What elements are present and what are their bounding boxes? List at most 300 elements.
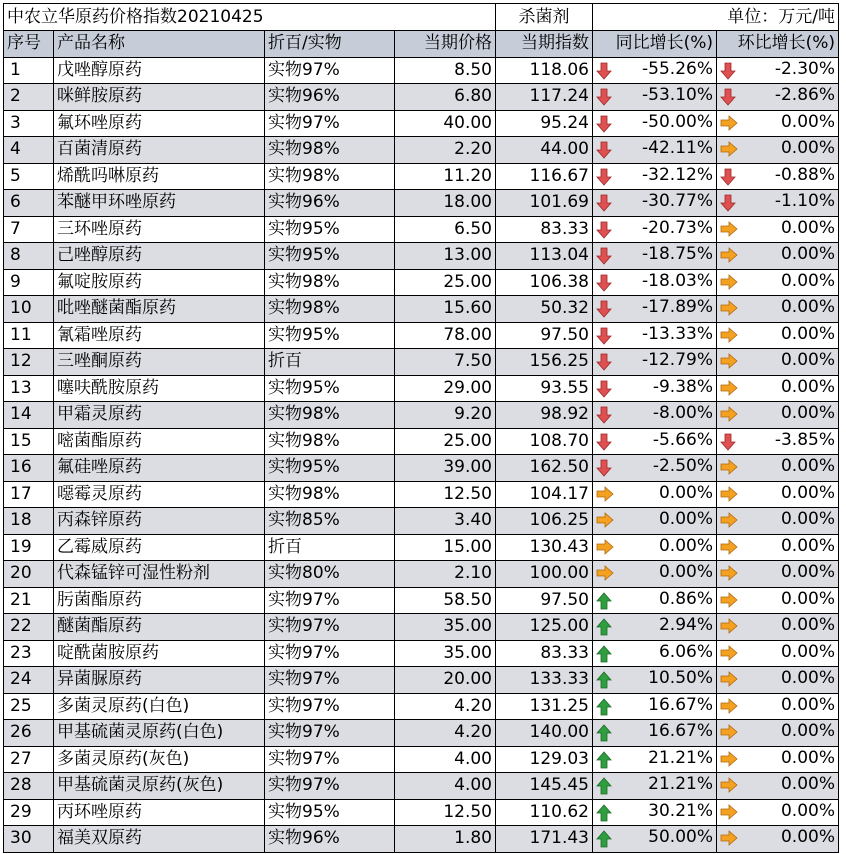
yoy-value: 50.00% <box>648 827 713 848</box>
spec-cell: 实物97% <box>265 720 395 747</box>
mom-cell <box>717 349 839 376</box>
yoy-cell <box>593 799 717 826</box>
mom-cell <box>717 481 839 508</box>
product-name: 咪鲜胺原药 <box>54 84 265 111</box>
arrow-right-icon <box>720 698 736 716</box>
product-name: 啶酰菌胺原药 <box>54 640 265 667</box>
table-row <box>4 481 839 508</box>
yoy-value: -17.89% <box>642 297 713 318</box>
index-cell: 108.70 <box>496 428 593 455</box>
table-row <box>4 296 839 323</box>
product-name: 丙环唑原药 <box>54 799 265 826</box>
spec-cell: 实物96% <box>265 190 395 217</box>
mom-value: 0.00% <box>780 323 835 344</box>
product-name: 肟菌酯原药 <box>54 587 265 614</box>
mom-value: 0.00% <box>780 350 835 371</box>
yoy-value: -18.03% <box>642 270 713 291</box>
yoy-value: 0.00% <box>658 482 713 503</box>
arrow-right-icon <box>720 247 736 265</box>
arrow-right-icon <box>720 724 736 742</box>
row-number: 7 <box>4 216 54 243</box>
price-cell: 13.00 <box>395 243 496 270</box>
yoy-value: 0.00% <box>658 509 713 530</box>
table-row <box>4 561 839 588</box>
table-row <box>4 640 839 667</box>
product-name: 三环唑原药 <box>54 216 265 243</box>
spec-cell: 实物95% <box>265 216 395 243</box>
mom-value: -2.86% <box>774 85 835 106</box>
product-name: 氟硅唑原药 <box>54 455 265 482</box>
price-cell: 1.80 <box>395 826 496 853</box>
product-name: 氰霜唑原药 <box>54 322 265 349</box>
yoy-cell <box>593 428 717 455</box>
product-name: 烯酰吗啉原药 <box>54 163 265 190</box>
price-cell: 25.00 <box>395 428 496 455</box>
row-number: 6 <box>4 190 54 217</box>
mom-cell <box>717 720 839 747</box>
mom-value: 0.00% <box>780 376 835 397</box>
price-cell: 6.50 <box>395 216 496 243</box>
spec-cell: 实物98% <box>265 481 395 508</box>
row-number: 4 <box>4 137 54 164</box>
product-name: 异菌脲原药 <box>54 667 265 694</box>
mom-cell <box>717 508 839 535</box>
price-cell: 18.00 <box>395 190 496 217</box>
mom-cell <box>717 773 839 800</box>
arrow-up-icon <box>596 724 612 742</box>
spec-cell: 实物97% <box>265 614 395 641</box>
arrow-down-icon <box>596 380 612 398</box>
yoy-cell <box>593 190 717 217</box>
product-name: 己唑醇原药 <box>54 243 265 270</box>
row-number: 11 <box>4 322 54 349</box>
row-number: 24 <box>4 667 54 694</box>
yoy-cell <box>593 163 717 190</box>
mom-cell <box>717 110 839 137</box>
product-name: 氟环唑原药 <box>54 110 265 137</box>
header-spec: 折百/实物 <box>265 31 395 58</box>
index-cell: 113.04 <box>496 243 593 270</box>
table-row <box>4 720 839 747</box>
arrow-down-icon <box>596 353 612 371</box>
arrow-right-icon <box>720 645 736 663</box>
product-name: 福美双原药 <box>54 826 265 853</box>
row-number: 13 <box>4 375 54 402</box>
yoy-value: -5.66% <box>652 429 713 450</box>
index-cell: 44.00 <box>496 137 593 164</box>
arrow-right-icon <box>720 592 736 610</box>
yoy-cell <box>593 322 717 349</box>
spec-cell: 实物85% <box>265 508 395 535</box>
table-row <box>4 826 839 853</box>
table-row <box>4 269 839 296</box>
product-name: 多菌灵原药(白色) <box>54 693 265 720</box>
index-cell: 95.24 <box>496 110 593 137</box>
table-row <box>4 84 839 111</box>
spec-cell: 实物96% <box>265 84 395 111</box>
arrow-right-icon <box>720 751 736 769</box>
product-name: 丙森锌原药 <box>54 508 265 535</box>
price-cell: 35.00 <box>395 614 496 641</box>
arrow-down-icon <box>596 274 612 292</box>
table-row <box>4 587 839 614</box>
index-cell: 100.00 <box>496 561 593 588</box>
mom-value: -1.10% <box>774 191 835 212</box>
price-cell: 29.00 <box>395 375 496 402</box>
product-name: 氟啶胺原药 <box>54 269 265 296</box>
arrow-up-icon <box>596 645 612 663</box>
arrow-up-icon <box>596 777 612 795</box>
mom-cell <box>717 375 839 402</box>
arrow-down-icon <box>596 141 612 159</box>
spec-cell: 实物97% <box>265 640 395 667</box>
mom-cell <box>717 322 839 349</box>
yoy-cell <box>593 693 717 720</box>
product-name: 三唑酮原药 <box>54 349 265 376</box>
header-index: 当期指数 <box>496 31 593 58</box>
yoy-cell <box>593 402 717 429</box>
arrow-down-icon <box>596 221 612 239</box>
arrow-right-icon <box>720 380 736 398</box>
spec-cell: 折百 <box>265 534 395 561</box>
yoy-cell <box>593 349 717 376</box>
arrow-right-icon <box>596 539 612 557</box>
row-number: 1 <box>4 57 54 84</box>
index-cell: 97.50 <box>496 322 593 349</box>
yoy-value: -20.73% <box>642 217 713 238</box>
header-mom: 环比增长(%) <box>717 31 839 58</box>
spec-cell: 实物97% <box>265 110 395 137</box>
yoy-cell <box>593 826 717 853</box>
mom-value: 0.00% <box>780 827 835 848</box>
yoy-value: -50.00% <box>642 111 713 132</box>
yoy-cell <box>593 243 717 270</box>
row-number: 2 <box>4 84 54 111</box>
yoy-cell <box>593 375 717 402</box>
mom-value: -3.85% <box>774 429 835 450</box>
spec-cell: 实物98% <box>265 269 395 296</box>
yoy-value: -32.12% <box>642 164 713 185</box>
yoy-cell <box>593 720 717 747</box>
yoy-cell <box>593 508 717 535</box>
table-row <box>4 508 839 535</box>
arrow-down-icon <box>596 433 612 451</box>
arrow-down-icon <box>596 459 612 477</box>
mom-cell <box>717 163 839 190</box>
mom-value: 0.00% <box>780 588 835 609</box>
mom-cell <box>717 84 839 111</box>
row-number: 27 <box>4 746 54 773</box>
index-cell: 116.67 <box>496 163 593 190</box>
arrow-right-icon <box>596 486 612 504</box>
table-row <box>4 667 839 694</box>
yoy-value: -9.38% <box>652 376 713 397</box>
product-name: 噻呋酰胺原药 <box>54 375 265 402</box>
price-cell: 40.00 <box>395 110 496 137</box>
index-cell: 118.06 <box>496 57 593 84</box>
mom-cell <box>717 428 839 455</box>
arrow-down-icon <box>596 327 612 345</box>
price-cell: 15.60 <box>395 296 496 323</box>
spec-cell: 实物98% <box>265 402 395 429</box>
mom-cell <box>717 640 839 667</box>
row-number: 19 <box>4 534 54 561</box>
price-cell: 20.00 <box>395 667 496 694</box>
yoy-cell <box>593 667 717 694</box>
arrow-right-icon <box>720 141 736 159</box>
mom-cell <box>717 826 839 853</box>
arrow-down-icon <box>596 168 612 186</box>
arrow-up-icon <box>596 618 612 636</box>
table-row <box>4 614 839 641</box>
yoy-cell <box>593 455 717 482</box>
mom-cell <box>717 402 839 429</box>
header-name: 产品名称 <box>54 31 265 58</box>
table-row <box>4 455 839 482</box>
mom-value: 0.00% <box>780 138 835 159</box>
price-cell: 12.50 <box>395 799 496 826</box>
arrow-right-icon <box>720 300 736 318</box>
spec-cell: 实物97% <box>265 746 395 773</box>
yoy-value: 0.00% <box>658 535 713 556</box>
table-row <box>4 137 839 164</box>
price-cell: 35.00 <box>395 640 496 667</box>
mom-value: 0.00% <box>780 774 835 795</box>
mom-cell <box>717 190 839 217</box>
index-cell: 104.17 <box>496 481 593 508</box>
arrow-down-icon <box>596 115 612 133</box>
mom-cell <box>717 693 839 720</box>
row-number: 26 <box>4 720 54 747</box>
mom-cell <box>717 587 839 614</box>
mom-value: 0.00% <box>780 403 835 424</box>
yoy-value: 0.86% <box>658 588 713 609</box>
arrow-right-icon <box>720 830 736 848</box>
index-cell: 101.69 <box>496 190 593 217</box>
mom-value: 0.00% <box>780 562 835 583</box>
arrow-down-icon <box>596 194 612 212</box>
spec-cell: 实物97% <box>265 667 395 694</box>
price-cell: 78.00 <box>395 322 496 349</box>
yoy-cell <box>593 84 717 111</box>
mom-cell <box>717 137 839 164</box>
yoy-value: 0.00% <box>658 562 713 583</box>
arrow-down-icon <box>596 62 612 80</box>
price-cell: 58.50 <box>395 587 496 614</box>
yoy-cell <box>593 534 717 561</box>
arrow-down-icon <box>596 300 612 318</box>
price-cell: 3.40 <box>395 508 496 535</box>
mom-value: 0.00% <box>780 111 835 132</box>
index-cell: 133.33 <box>496 667 593 694</box>
mom-value: 0.00% <box>780 297 835 318</box>
table-row <box>4 746 839 773</box>
mom-cell <box>717 746 839 773</box>
arrow-down-icon <box>720 194 736 212</box>
index-cell: 83.33 <box>496 640 593 667</box>
price-cell: 7.50 <box>395 349 496 376</box>
table-row <box>4 163 839 190</box>
yoy-value: -13.33% <box>642 323 713 344</box>
spec-cell: 实物95% <box>265 243 395 270</box>
yoy-value: 10.50% <box>648 668 713 689</box>
yoy-cell <box>593 640 717 667</box>
arrow-right-icon <box>720 115 736 133</box>
price-cell: 15.00 <box>395 534 496 561</box>
header-row <box>4 31 839 58</box>
arrow-right-icon <box>720 353 736 371</box>
table-row <box>4 773 839 800</box>
yoy-value: -8.00% <box>652 403 713 424</box>
price-cell: 2.10 <box>395 561 496 588</box>
yoy-cell <box>593 614 717 641</box>
price-cell: 39.00 <box>395 455 496 482</box>
spec-cell: 实物97% <box>265 773 395 800</box>
row-number: 9 <box>4 269 54 296</box>
arrow-right-icon <box>720 221 736 239</box>
mom-cell <box>717 269 839 296</box>
arrow-up-icon <box>596 592 612 610</box>
yoy-cell <box>593 481 717 508</box>
index-cell: 130.43 <box>496 534 593 561</box>
row-number: 18 <box>4 508 54 535</box>
row-number: 21 <box>4 587 54 614</box>
product-name: 百菌清原药 <box>54 137 265 164</box>
yoy-value: -2.50% <box>652 456 713 477</box>
mom-cell <box>717 216 839 243</box>
mom-cell <box>717 243 839 270</box>
arrow-up-icon <box>596 751 612 769</box>
mom-value: 0.00% <box>780 800 835 821</box>
arrow-right-icon <box>720 671 736 689</box>
spec-cell: 实物97% <box>265 587 395 614</box>
header-no: 序号 <box>4 31 54 58</box>
mom-value: 0.00% <box>780 244 835 265</box>
mom-value: 0.00% <box>780 694 835 715</box>
arrow-down-icon <box>720 433 736 451</box>
spec-cell: 实物98% <box>265 137 395 164</box>
spec-cell: 实物96% <box>265 826 395 853</box>
price-cell: 9.20 <box>395 402 496 429</box>
arrow-right-icon <box>720 539 736 557</box>
yoy-value: 16.67% <box>648 694 713 715</box>
yoy-cell <box>593 746 717 773</box>
mom-cell <box>717 534 839 561</box>
yoy-value: -18.75% <box>642 244 713 265</box>
row-number: 17 <box>4 481 54 508</box>
arrow-down-icon <box>596 88 612 106</box>
row-number: 16 <box>4 455 54 482</box>
yoy-value: 6.06% <box>658 641 713 662</box>
arrow-up-icon <box>596 671 612 689</box>
table-row <box>4 402 839 429</box>
index-cell: 93.55 <box>496 375 593 402</box>
table-row <box>4 322 839 349</box>
product-name: 醚菌酯原药 <box>54 614 265 641</box>
yoy-cell <box>593 57 717 84</box>
mom-cell <box>717 799 839 826</box>
row-number: 5 <box>4 163 54 190</box>
table-row <box>4 57 839 84</box>
index-cell: 106.38 <box>496 269 593 296</box>
arrow-right-icon <box>720 777 736 795</box>
yoy-value: 21.21% <box>648 774 713 795</box>
price-index-table <box>3 3 839 853</box>
index-cell: 117.24 <box>496 84 593 111</box>
product-name: 戊唑醇原药 <box>54 57 265 84</box>
price-cell: 4.00 <box>395 746 496 773</box>
product-name: 噁霉灵原药 <box>54 481 265 508</box>
index-cell: 131.25 <box>496 693 593 720</box>
yoy-value: -42.11% <box>642 138 713 159</box>
product-name: 多菌灵原药(灰色) <box>54 746 265 773</box>
spec-cell: 实物95% <box>265 322 395 349</box>
yoy-value: -30.77% <box>642 191 713 212</box>
mom-value: 0.00% <box>780 615 835 636</box>
arrow-down-icon <box>720 88 736 106</box>
mom-value: 0.00% <box>780 270 835 291</box>
product-name: 嘧菌酯原药 <box>54 428 265 455</box>
price-cell: 4.00 <box>395 773 496 800</box>
row-number: 14 <box>4 402 54 429</box>
row-number: 15 <box>4 428 54 455</box>
product-name: 甲基硫菌灵原药(灰色) <box>54 773 265 800</box>
yoy-value: -12.79% <box>642 350 713 371</box>
price-cell: 4.20 <box>395 693 496 720</box>
spec-cell: 实物97% <box>265 693 395 720</box>
yoy-cell <box>593 587 717 614</box>
table-title: 中农立华原药价格指数20210425 <box>4 4 496 31</box>
arrow-right-icon <box>596 512 612 530</box>
row-number: 20 <box>4 561 54 588</box>
yoy-value: 21.21% <box>648 747 713 768</box>
product-name: 甲霜灵原药 <box>54 402 265 429</box>
header-price: 当期价格 <box>395 31 496 58</box>
table-row <box>4 428 839 455</box>
spec-cell: 实物95% <box>265 455 395 482</box>
index-cell: 140.00 <box>496 720 593 747</box>
row-number: 28 <box>4 773 54 800</box>
arrow-down-icon <box>720 168 736 186</box>
product-name: 吡唑醚菌酯原药 <box>54 296 265 323</box>
row-number: 29 <box>4 799 54 826</box>
yoy-value: 16.67% <box>648 721 713 742</box>
table-row <box>4 799 839 826</box>
mom-value: 0.00% <box>780 721 835 742</box>
product-name: 代森锰锌可湿性粉剂 <box>54 561 265 588</box>
yoy-value: -53.10% <box>642 85 713 106</box>
arrow-down-icon <box>596 406 612 424</box>
index-cell: 156.25 <box>496 349 593 376</box>
yoy-cell <box>593 773 717 800</box>
mom-cell <box>717 57 839 84</box>
unit-label: 单位：万元/吨 <box>593 4 839 31</box>
arrow-right-icon <box>720 618 736 636</box>
row-number: 22 <box>4 614 54 641</box>
row-number: 8 <box>4 243 54 270</box>
index-cell: 162.50 <box>496 455 593 482</box>
arrow-right-icon <box>596 565 612 583</box>
mom-value: 0.00% <box>780 747 835 768</box>
title-row <box>4 4 839 31</box>
arrow-right-icon <box>720 804 736 822</box>
arrow-right-icon <box>720 274 736 292</box>
index-cell: 129.03 <box>496 746 593 773</box>
category-label: 杀菌剂 <box>496 4 593 31</box>
spec-cell: 实物98% <box>265 296 395 323</box>
arrow-up-icon <box>596 804 612 822</box>
yoy-cell <box>593 137 717 164</box>
